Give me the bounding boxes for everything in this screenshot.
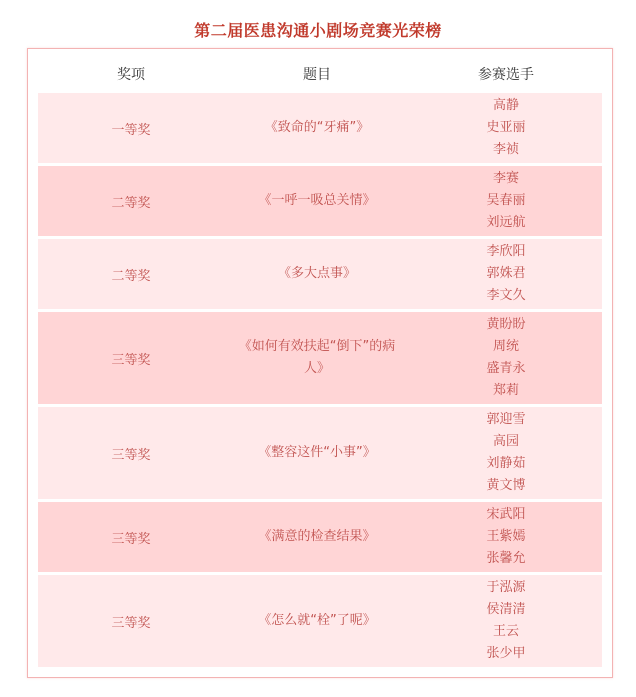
player-name: 周统	[492, 339, 519, 354]
players-cell	[410, 502, 602, 572]
player-name: 刘远航	[486, 215, 526, 230]
table-row	[38, 166, 602, 236]
player-name: 王云	[492, 624, 519, 639]
table-row	[38, 312, 602, 404]
player-name: 李祯	[492, 142, 519, 157]
table-row	[38, 502, 602, 572]
player-name: 黄文博	[486, 478, 526, 493]
players-cell	[410, 575, 602, 667]
player-name: 黄盼盼	[486, 317, 526, 332]
player-name: 郑莉	[492, 383, 519, 398]
topic-cell	[224, 166, 410, 236]
topic-cell	[224, 575, 410, 667]
table-header	[28, 49, 612, 93]
player-name: 郭姝君	[486, 266, 526, 281]
player-name: 盛青永	[486, 361, 526, 376]
player-name: 侯清清	[486, 602, 526, 617]
header-topic: 题目	[303, 67, 331, 83]
player-name: 吴春丽	[486, 193, 526, 208]
player-name: 张少甲	[486, 646, 526, 661]
table-row	[38, 93, 602, 163]
award-cell: 一等奖	[111, 122, 151, 138]
topic-text: 《一呼一吸总关情》	[258, 193, 376, 208]
header-award: 奖项	[117, 67, 145, 83]
player-name: 高静	[492, 98, 519, 113]
player-name: 高园	[492, 434, 519, 449]
topic-cell	[224, 239, 410, 309]
topic-text: 《如何有效扶起“倒下”的病人》	[238, 339, 396, 376]
honor-table	[27, 48, 613, 678]
players-cell	[410, 407, 602, 499]
topic-cell	[224, 502, 410, 572]
player-name: 刘静茹	[486, 456, 526, 471]
page-title: 第二届医患沟通小剧场竞赛光荣榜	[194, 21, 442, 40]
player-name: 李赛	[492, 171, 519, 186]
player-name: 于泓源	[486, 580, 526, 595]
award-cell: 三等奖	[111, 352, 151, 368]
award-cell: 三等奖	[111, 531, 151, 547]
player-name: 宋武阳	[486, 507, 526, 522]
award-cell: 二等奖	[111, 268, 151, 284]
player-name: 郭迎雪	[486, 412, 526, 427]
table-row	[38, 407, 602, 499]
table-row	[38, 239, 602, 309]
players-cell	[410, 239, 602, 309]
topic-cell	[224, 93, 410, 163]
player-name: 张馨允	[486, 551, 526, 566]
table-body	[38, 93, 602, 670]
players-cell	[410, 93, 602, 163]
topic-cell	[224, 407, 410, 499]
topic-text: 《致命的“牙痛”》	[264, 120, 370, 135]
players-cell	[410, 166, 602, 236]
award-cell: 三等奖	[111, 447, 151, 463]
topic-text: 《满意的检查结果》	[258, 529, 376, 544]
player-name: 李欣阳	[486, 244, 526, 259]
header-players: 参赛选手	[478, 67, 534, 83]
topic-cell	[224, 312, 410, 404]
player-name: 李文久	[486, 288, 526, 303]
topic-text: 《整容这件“小事”》	[258, 445, 376, 460]
player-name: 史亚丽	[486, 120, 526, 135]
award-cell: 二等奖	[111, 195, 151, 211]
topic-text: 《多大点事》	[277, 266, 356, 281]
award-cell: 三等奖	[111, 615, 151, 631]
player-name: 王紫嫣	[486, 529, 526, 544]
table-row	[38, 575, 602, 667]
players-cell	[410, 312, 602, 404]
topic-text: 《怎么就“栓”了呢》	[258, 613, 376, 628]
